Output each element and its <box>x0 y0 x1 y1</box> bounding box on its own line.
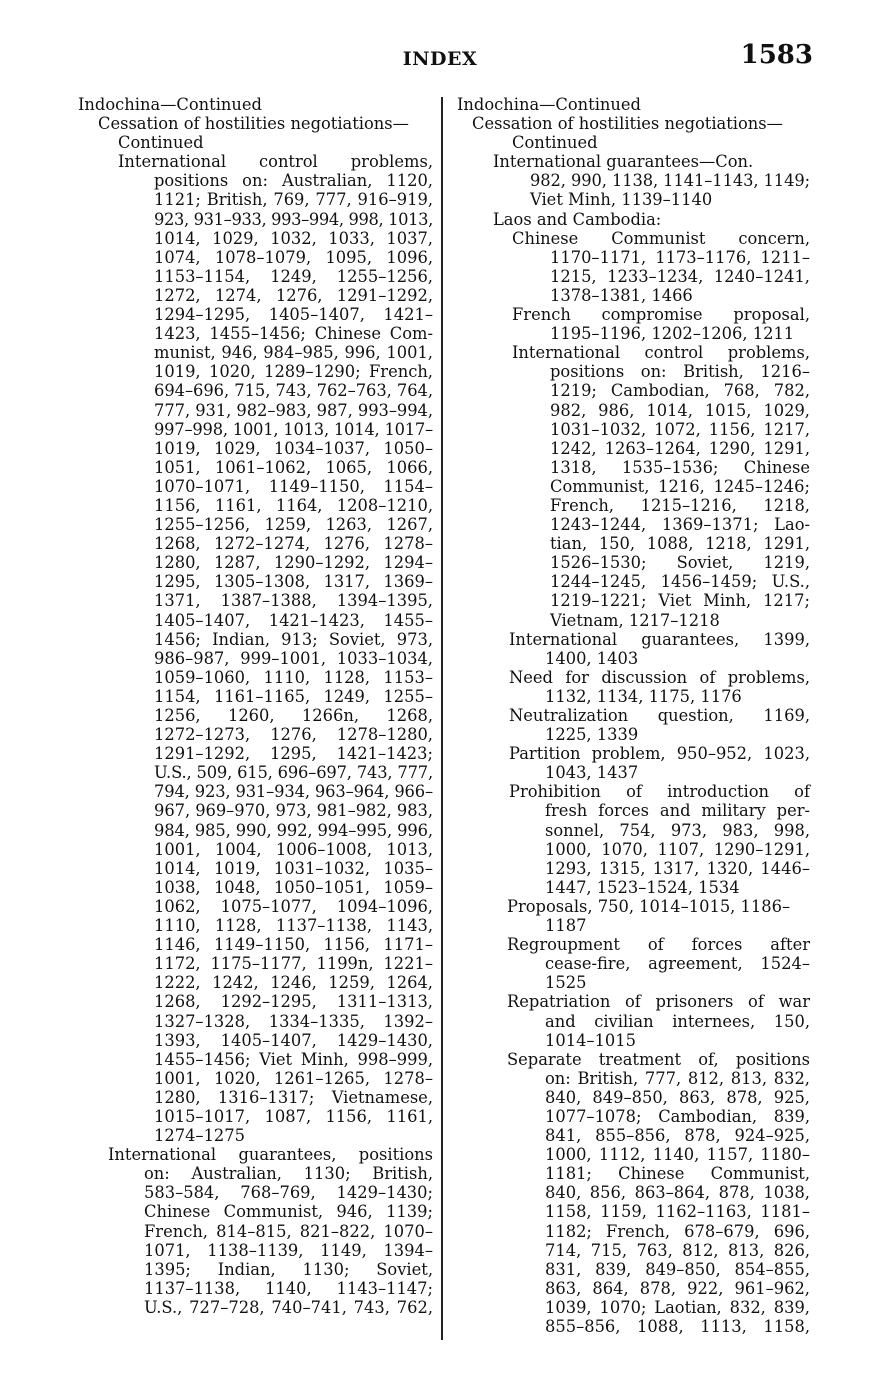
index-entry-line: 1137–1138, 1140, 1143–1147; <box>144 1278 433 1298</box>
index-entry-line: 714, 715, 763, 812, 813, 826, <box>545 1240 810 1260</box>
index-entry-line: 982, 986, 1014, 1015, 1029, <box>550 400 810 420</box>
index-entry-line: 1280, 1287, 1290–1292, 1294– <box>154 553 433 573</box>
index-entry-line: 1187 <box>545 916 587 936</box>
index-entry-line: 984, 985, 990, 992, 994–995, 996, <box>154 820 433 840</box>
index-entry-line: Repatriation of prisoners of war <box>507 992 810 1012</box>
index-entry-line: 1274–1275 <box>154 1126 246 1146</box>
index-entry-line: Regroupment of forces after <box>507 935 810 955</box>
index-entry-line: 1070–1071, 1149–1150, 1154– <box>154 476 433 496</box>
index-entry-line: International guarantees, 1399, <box>509 629 810 649</box>
index-entry-line: 1268, 1272–1274, 1276, 1278– <box>154 534 433 554</box>
index-entry-line: 1219; Cambodian, 768, 782, <box>550 381 810 401</box>
index-entry-line: 1215, 1233–1234, 1240–1241, <box>550 266 810 286</box>
index-entry-line: International guarantees—Con. <box>493 152 754 172</box>
index-entry-line: 694–696, 715, 743, 762–763, 764, <box>154 381 433 401</box>
index-entry-line: on: British, 777, 812, 813, 832, <box>545 1068 810 1088</box>
index-entry-line: 1181; Chinese Communist, <box>545 1164 810 1184</box>
index-entry-line: 1525 <box>545 973 587 993</box>
index-entry-line: Communist, 1216, 1245–1246; <box>550 476 810 496</box>
index-entry-line: U.S., 727–728, 740–741, 743, 762, <box>144 1297 433 1317</box>
index-entry-line: 841, 855–856, 878, 924–925, <box>545 1126 810 1146</box>
index-entry-line: 1293, 1315, 1317, 1320, 1446– <box>545 858 810 878</box>
index-entry-line: 777, 931, 982–983, 987, 993–994, <box>154 400 433 420</box>
index-entry-line: 1456; Indian, 913; Soviet, 973, <box>154 629 433 649</box>
index-entry-line: 831, 839, 849–850, 854–855, <box>545 1259 810 1279</box>
index-entry-line: 1038, 1048, 1050–1051, 1059– <box>154 877 433 897</box>
index-entry-line: 855–856, 1088, 1113, 1158, <box>545 1317 810 1336</box>
index-entry-line: Prohibition of introduction of <box>509 782 810 802</box>
index-entry-line: 1256, 1260, 1266n, 1268, <box>154 706 433 725</box>
index-entry-line: 997–998, 1001, 1013, 1014, 1017– <box>154 419 433 439</box>
index-entry-line: 794, 923, 931–934, 963–964, 966– <box>154 782 433 802</box>
index-column-right <box>457 95 810 1336</box>
index-entry-line: International control problems, <box>512 343 810 363</box>
index-entry-line: Viet Minh, 1139–1140 <box>530 190 713 210</box>
index-entry-line: 1019, 1020, 1289–1290; French, <box>154 362 433 382</box>
index-entry-line: 1255–1256, 1259, 1263, 1267, <box>154 515 433 535</box>
index-entry-line: sonnel, 754, 973, 983, 998, <box>545 820 810 840</box>
index-entry-line: 1318, 1535–1536; Chinese <box>550 457 810 477</box>
index-entry-line: 1019, 1029, 1034–1037, 1050– <box>154 438 433 458</box>
index-entry-line: 1182; French, 678–679, 696, <box>545 1221 810 1241</box>
index-entry-line: 1031–1032, 1072, 1156, 1217, <box>550 419 810 439</box>
index-entry-line: Separate treatment of, positions <box>507 1049 810 1069</box>
index-entry-line: Chinese Communist concern, <box>512 228 810 248</box>
index-entry-line: 923, 931–933, 993–994, 998, 1013, <box>154 209 433 229</box>
index-entry-line: 1291–1292, 1295, 1421–1423; <box>154 744 433 764</box>
index-entry-line: French compromise proposal, <box>512 305 810 325</box>
index-entry-line: positions on: Australian, 1120, <box>154 171 433 191</box>
index-entry-line: 1371, 1387–1388, 1394–1395, <box>154 591 433 611</box>
index-entry-line: and civilian internees, 150, <box>545 1011 810 1031</box>
index-entry-line: 1074, 1078–1079, 1095, 1096, <box>154 247 433 267</box>
index-entry-line: International control problems, <box>118 152 433 172</box>
index-entry-line: 1222, 1242, 1246, 1259, 1264, <box>154 973 433 993</box>
index-entry-line: 1071, 1138–1139, 1149, 1394– <box>144 1240 433 1260</box>
index-entry-line: 1014, 1019, 1031–1032, 1035– <box>154 858 433 878</box>
index-entry-line: Chinese Communist, 946, 1139; <box>144 1202 433 1222</box>
index-entry-line: 1455–1456; Viet Minh, 998–999, <box>154 1049 433 1069</box>
index-entry-line: 1059–1060, 1110, 1128, 1153– <box>154 667 433 687</box>
index-entry-line: 1156, 1161, 1164, 1208–1210, <box>154 495 433 515</box>
index-entry-line: U.S., 509, 615, 696–697, 743, 777, <box>154 763 433 783</box>
index-entry-line: 1000, 1070, 1107, 1290–1291, <box>545 839 810 859</box>
index-entry-line: 1294–1295, 1405–1407, 1421– <box>154 305 433 325</box>
index-entry-line: 1327–1328, 1334–1335, 1392– <box>154 1011 433 1031</box>
index-entry-line: 1280, 1316–1317; Vietnamese, <box>154 1087 433 1107</box>
index-entry-line: 1400, 1403 <box>545 648 639 668</box>
index-entry-line: Neutralization question, 1169, <box>509 706 810 725</box>
index-entry-line: 840, 856, 863–864, 878, 1038, <box>545 1183 810 1203</box>
index-entry-line: 1405–1407, 1421–1423, 1455– <box>154 610 433 630</box>
index-entry-line: Laos and Cambodia: <box>493 209 662 229</box>
index-entry-line: 1423, 1455–1456; Chinese Com- <box>154 324 433 344</box>
index-entry-line: 1146, 1149–1150, 1156, 1171– <box>154 935 433 955</box>
index-entry-line: 840, 849–850, 863, 878, 925, <box>545 1087 810 1107</box>
index-entry-line: French, 1215–1216, 1218, <box>550 495 810 515</box>
index-entry-line: French, 814–815, 821–822, 1070– <box>144 1221 433 1241</box>
index-entry-line: International guarantees, positions <box>108 1145 433 1165</box>
index-entry-line: 1395; Indian, 1130; Soviet, <box>144 1259 433 1279</box>
index-entry-line: munist, 946, 984–985, 996, 1001, <box>154 343 433 363</box>
index-entry-line: Continued <box>118 133 204 153</box>
index-entry-line: Cessation of hostilities negotiations— <box>98 114 409 134</box>
index-entry-line: 1219–1221; Viet Minh, 1217; <box>550 591 810 611</box>
index-entry-line: 982, 990, 1138, 1141–1143, 1149; <box>530 171 810 191</box>
index-entry-line: 1154, 1161–1165, 1249, 1255– <box>154 686 433 706</box>
index-entry-line: 1062, 1075–1077, 1094–1096, <box>154 896 433 916</box>
index-entry-line: fresh forces and military per- <box>545 801 810 821</box>
index-entry-line: 1272, 1274, 1276, 1291–1292, <box>154 285 433 305</box>
index-entry-line: 1195–1196, 1202–1206, 1211 <box>550 324 795 344</box>
page-number: 1583 <box>740 40 813 70</box>
index-entry-line: 1378–1381, 1466 <box>550 285 693 305</box>
index-entry-line: Proposals, 750, 1014–1015, 1186– <box>507 896 791 916</box>
index-entry-line: 1170–1171, 1173–1176, 1211– <box>550 247 810 267</box>
index-entry-line: 1268, 1292–1295, 1311–1313, <box>154 992 433 1012</box>
index-entry-line: 1000, 1112, 1140, 1157, 1180– <box>545 1145 810 1165</box>
index-entry-line: 863, 864, 878, 922, 961–962, <box>545 1278 810 1298</box>
index-entry-line: 1242, 1263–1264, 1290, 1291, <box>550 438 810 458</box>
running-head-title: INDEX <box>402 48 478 70</box>
index-entry-line: Indochina—Continued <box>457 95 641 114</box>
index-entry-line: 1393, 1405–1407, 1429–1430, <box>154 1030 433 1050</box>
index-entry-line: 986–987, 999–1001, 1033–1034, <box>154 648 433 668</box>
index-entry-line: 583–584, 768–769, 1429–1430; <box>144 1183 433 1203</box>
index-entry-line: 1244–1245, 1456–1459; U.S., <box>550 572 810 592</box>
index-entry-line: Vietnam, 1217–1218 <box>550 610 720 630</box>
index-entry-line: 1243–1244, 1369–1371; Lao- <box>550 515 810 535</box>
index-entry-line: 1001, 1004, 1006–1008, 1013, <box>154 839 433 859</box>
index-entry-line: 1014, 1029, 1032, 1033, 1037, <box>154 228 433 248</box>
index-entry-line: 1077–1078; Cambodian, 839, <box>545 1106 810 1126</box>
index-entry-line: 1014–1015 <box>545 1030 637 1050</box>
index-entry-line: Indochina—Continued <box>78 95 262 114</box>
index-entry-line: 1015–1017, 1087, 1156, 1161, <box>154 1106 433 1126</box>
index-entry-line: 1110, 1128, 1137–1138, 1143, <box>154 916 433 936</box>
index-entry-line: 1526–1530; Soviet, 1219, <box>550 553 810 573</box>
index-entry-line: 1001, 1020, 1261–1265, 1278– <box>154 1068 433 1088</box>
index-entry-line: 1447, 1523–1524, 1534 <box>545 877 740 897</box>
index-entry-line: 1039, 1070; Laotian, 832, 839, <box>545 1297 810 1317</box>
index-entry-line: 1043, 1437 <box>545 763 639 783</box>
index-entry-line: 1295, 1305–1308, 1317, 1369– <box>154 572 433 592</box>
index-entry-line: 1051, 1061–1062, 1065, 1066, <box>154 457 433 477</box>
index-entry-line: 1121; British, 769, 777, 916–919, <box>154 190 433 210</box>
index-entry-line: Need for discussion of problems, <box>509 667 810 687</box>
index-entry-line: positions on: British, 1216– <box>550 362 810 382</box>
column-divider-rule <box>441 97 443 1340</box>
index-entry-line: 967, 969–970, 973, 981–982, 983, <box>154 801 433 821</box>
index-entry-line: Cessation of hostilities negotiations— <box>472 114 783 134</box>
index-entry-line: on: Australian, 1130; British, <box>144 1164 433 1184</box>
index-entry-line: Partition problem, 950–952, 1023, <box>509 744 810 764</box>
index-entry-line: 1225, 1339 <box>545 725 639 745</box>
index-entry-line: cease-fire, agreement, 1524– <box>545 954 810 974</box>
index-entry-line: 1272–1273, 1276, 1278–1280, <box>154 725 433 745</box>
index-entry-line: 1158, 1159, 1162–1163, 1181– <box>545 1202 810 1222</box>
index-entry-line: 1132, 1134, 1175, 1176 <box>545 686 742 706</box>
index-entry-line: 1172, 1175–1177, 1199n, 1221– <box>154 954 433 974</box>
index-column-left <box>78 95 433 1317</box>
index-entry-line: Continued <box>512 133 598 153</box>
index-entry-line: 1153–1154, 1249, 1255–1256, <box>154 266 433 286</box>
index-entry-line: tian, 150, 1088, 1218, 1291, <box>550 534 810 554</box>
